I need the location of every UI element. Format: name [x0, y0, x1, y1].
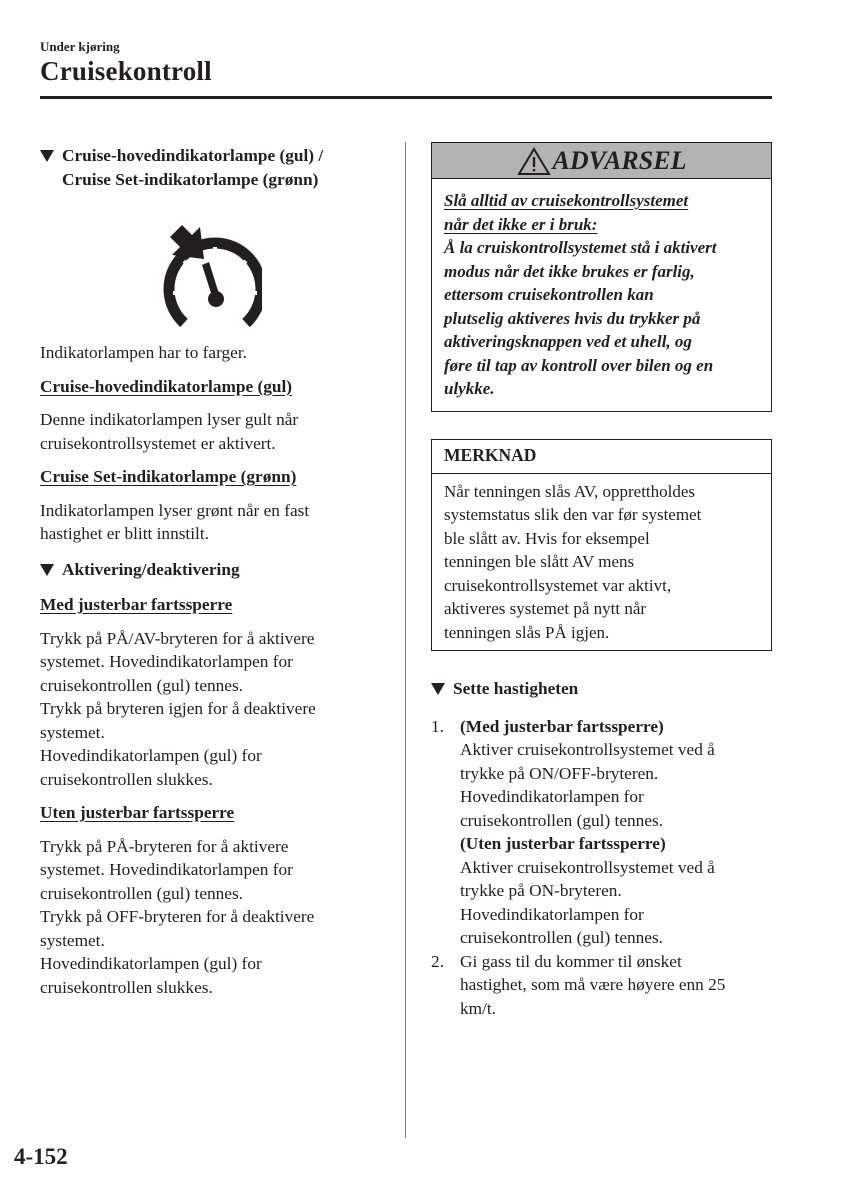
section-heading-text: Cruise-hovedindikatorlampe (gul) / Cruise Set-indikatorlampe (grønn) — [62, 146, 324, 189]
warning-body: Slå alltid av cruisekontrollsystemet når det ikke er i bruk: Å la cruiskontrollsystemet stå i aktivert modus når det ikke brukes er farlig, ettersom cruisekontrollen kan plutselig aktiveres hvis du trykker på aktiveringsknappen ved et uhell, og føre til tap av kontroll over bilen og en ulykke. — [444, 191, 717, 398]
note-title: MERKNAD — [432, 440, 771, 474]
page-number: 4-152 — [14, 1144, 68, 1169]
intro-text: Indikatorlampen har to farger. — [40, 343, 247, 362]
running-header: Under kjøring — [40, 39, 120, 54]
warning-triangle-icon — [517, 146, 551, 176]
triangle-bullet-icon — [431, 683, 445, 695]
left-column — [40, 144, 380, 999]
warning-box — [431, 142, 772, 412]
column-divider — [405, 142, 406, 1138]
page-title: Cruisekontroll — [40, 56, 212, 86]
triangle-bullet-icon — [40, 150, 54, 162]
subheading-main-lamp: Cruise-hovedindikatorlampe (gul) — [40, 376, 293, 396]
section-heading-activation: Aktivering/deaktivering — [40, 558, 380, 582]
note-box — [431, 439, 772, 652]
triangle-bullet-icon — [40, 564, 54, 576]
paragraph-main-lamp: Denne indikatorlampen lyser gult når cruisekontrollsystemet er aktivert. — [40, 410, 299, 453]
paragraph-without-limiter: Trykk på PÅ-bryteren for å aktivere systemet. Hovedindikatorlampen for cruisekontrollen (gul) tennes. Trykk på OFF-bryteren for å deaktivere systemet. Hovedindikatorlampen (gul) for cruisekontrollen slukkes. — [40, 836, 315, 997]
subheading-with-limiter: Med justerbar fartssperre — [40, 595, 233, 614]
paragraph-set-lamp: Indikatorlampen lyser grønt når en fast hastighet er blitt innstilt. — [40, 500, 310, 543]
steps-list — [431, 715, 773, 1021]
warning-title: ADVARSEL — [432, 143, 771, 179]
note-body: Når tenningen slås AV, opprettholdes systemstatus slik den var før systemet ble slått av. Hvis for eksempel tenningen ble slått AV mens cruisekontrollsystemet var aktivt, aktiveres systemet på nytt når tenningen slås PÅ igjen. — [444, 481, 702, 642]
subheading-set-lamp: Cruise Set-indikatorlampe (grønn) — [40, 467, 297, 486]
section-heading-set-speed: Sette hastigheten — [431, 677, 773, 701]
paragraph-with-limiter: Trykk på PÅ/AV-bryteren for å aktivere systemet. Hovedindikatorlampen for cruisekontrollen (gul) tennes. Trykk på bryteren igjen for å deaktivere systemet. Hovedindikatorlampen (gul) for cruisekontrollen slukkes. — [40, 628, 316, 789]
section-heading-indicator-lamps — [40, 144, 380, 191]
list-item: 1. (Med justerbar fartssperre) Aktiver cruisekontrollsystemet ved å trykke på ON/OFF-bryteren. Hovedindikatorlampen for cruisekontrollen (gul) tennes. (Uten justerbar fartssperre) Aktiver cruisekontrollsystemet ved å trykke på ON-bryteren. Hovedindikatorlampen for cruisekontrollen (gul) tennes. — [431, 716, 715, 947]
cruise-control-indicator-icon — [162, 215, 262, 335]
header-rule — [40, 96, 772, 99]
list-item: 2. Gi gass til du kommer til ønsket hastighet, som må være høyere enn 25 km/t. — [431, 951, 726, 1018]
subheading-without-limiter: Uten justerbar fartssperre — [40, 803, 235, 822]
right-column — [431, 142, 773, 1020]
